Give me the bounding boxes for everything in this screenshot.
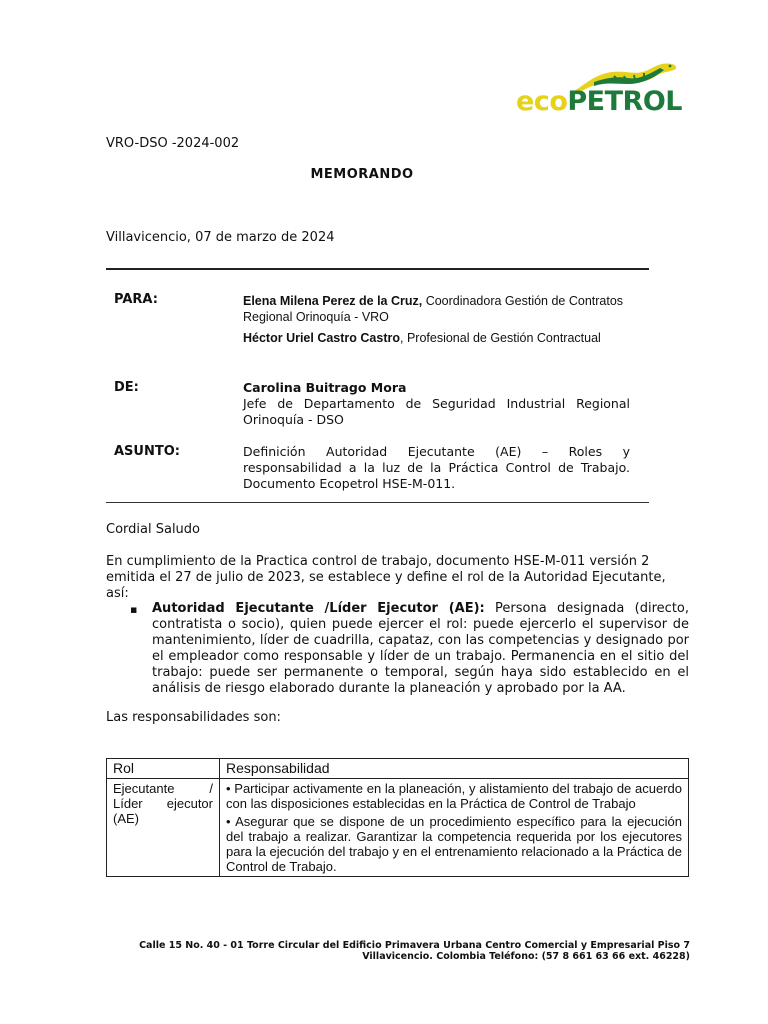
recipient-role-2: , Profesional de Gestión Contractual xyxy=(400,331,601,345)
logo-text-eco: eco xyxy=(516,86,568,117)
bullet-title: Autoridad Ejecutante /Líder Ejecutor (AE): xyxy=(152,601,485,616)
sender-name: Carolina Buitrago Mora xyxy=(243,380,407,395)
recipient-name-2: Héctor Uriel Castro Castro xyxy=(243,331,400,345)
bullet-definition xyxy=(152,601,689,697)
table-row xyxy=(107,779,689,877)
intro-paragraph: En cumplimiento de la Practica control de trabajo, documento HSE-M-011 versión 2 emitida el 27 de julio de 2023, se establece y define el rol de la Autoridad Ejecutante, así: xyxy=(106,554,666,601)
logo-text-petrol: PETROL xyxy=(567,86,682,117)
table-header-row xyxy=(107,759,689,779)
greeting: Cordial Saludo xyxy=(106,522,200,537)
footer-address xyxy=(100,940,690,962)
ecopetrol-logo xyxy=(514,80,694,124)
responsibility-item: • Participar activamente en la planeación, y alistamiento del trabajo de acuerdo con las disposiciones establecidas en la Práctica de Control de Trabajo xyxy=(226,781,682,811)
asunto-label: ASUNTO: xyxy=(114,444,180,459)
table-header-cell: Responsabilidad xyxy=(220,759,689,779)
bottom-divider xyxy=(106,502,649,503)
para-label: PARA: xyxy=(114,292,158,307)
document-reference: VRO-DSO -2024-002 xyxy=(106,136,240,151)
top-divider xyxy=(106,268,649,270)
bullet-icon: ▪ xyxy=(130,603,138,616)
para-recipients xyxy=(243,293,630,346)
subject-text: Definición Autoridad Ejecutante (AE) – Roles y responsabilidad a la luz de la Práctica Control de Trabajo. Documento Ecopetrol HSE-M-011. xyxy=(243,444,630,491)
sender-block xyxy=(243,380,630,428)
place-date: Villavicencio, 07 de marzo de 2024 xyxy=(106,230,335,245)
responsibilities-table xyxy=(106,758,689,877)
table-header-cell: Rol xyxy=(107,759,220,779)
footer-line-1: Calle 15 No. 40 - 01 Torre Circular del Edificio Primavera Urbana Centro Comercial y Empresarial Piso 7 xyxy=(139,940,690,951)
table-cell-role: Ejecutante / Líder ejecutor (AE) xyxy=(107,779,220,877)
de-label: DE: xyxy=(114,380,139,395)
sender-role: Jefe de Departamento de Seguridad Industrial Regional Orinoquía - DSO xyxy=(243,396,630,427)
responsibilities-intro: Las responsabilidades son: xyxy=(106,710,281,725)
document-type-title: MEMORANDO xyxy=(310,167,414,182)
recipient-role-1: Coordinadora Gestión de Contratos Regional Orinoquía - VRO xyxy=(243,294,624,324)
footer-line-2: Villavicencio. Colombia Teléfono: (57 8 661 63 66 ext. 46228) xyxy=(362,951,690,962)
bullet-body: Persona designada (directo, contratista o socio), quien puede ejercer el rol: puede ejercerlo el supervisor de mantenimiento, líder de cuadrilla, capataz, con las competencias y designado por el empleador como responsable y líder de un trabajo. Permanencia en el sitio del trabajo: puede ser permanente o temporal, según haya sido establecido en el análisis de riesgo elaborado durante la planeación y aprobado por la AA. xyxy=(152,601,689,696)
table-cell-responsibility xyxy=(220,779,689,877)
recipient-name-1: Elena Milena Perez de la Cruz, xyxy=(243,294,423,308)
responsibility-item: • Asegurar que se dispone de un procedimiento específico para la ejecución del trabajo a realizar. Garantizar la competencia requerida por los ejecutores para la ejecución del trabajo y en el entrenamiento relacionado a la Práctica de Control de Trabajo. xyxy=(226,814,682,874)
